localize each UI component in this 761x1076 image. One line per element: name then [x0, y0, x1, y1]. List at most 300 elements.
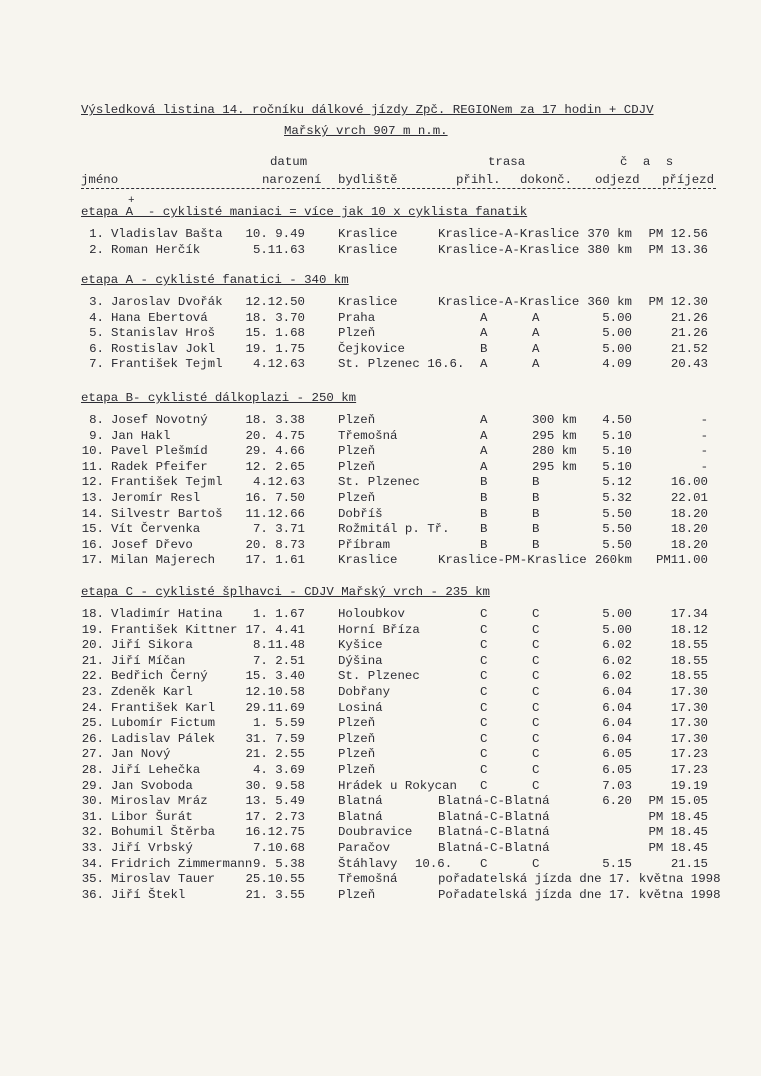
header-narozeni: narození	[262, 173, 322, 187]
row-birthdate: 20. 4.75	[245, 428, 305, 443]
row-number: 5.	[89, 326, 104, 341]
row-departure: 6.04	[602, 700, 632, 715]
row-finish-route: 295 km	[532, 428, 577, 443]
result-row	[0, 888, 761, 903]
row-finish-route: B	[532, 491, 540, 505]
row-arrival: 21.52	[670, 341, 708, 356]
row-departure: 5.10	[602, 428, 632, 443]
row-start-route: A	[480, 459, 488, 474]
row-birthdate: 21. 3.55	[245, 887, 305, 902]
row-residence: Plzeň	[338, 326, 376, 341]
result-row	[0, 413, 761, 428]
row-arrival: 17.23	[670, 747, 708, 762]
row-birthdate: 4. 3.69	[252, 763, 305, 777]
row-departure: 5.00	[602, 622, 632, 637]
row-residence: Plzeň	[338, 887, 376, 902]
row-arrival: 18.20	[670, 506, 708, 521]
row-residence: Dobříš	[338, 506, 383, 521]
row-residence: Plzeň	[338, 731, 376, 746]
row-residence: Příbram	[338, 537, 391, 552]
row-finish-route: 295 km	[532, 459, 577, 474]
header-odjezd: odjezd	[595, 173, 640, 187]
header-trasa: trasa	[488, 155, 526, 169]
row-residence: Hrádek u Rokycan	[338, 778, 457, 793]
row-name: Rostislav Jokl	[111, 341, 216, 356]
row-departure: 6.02	[602, 669, 632, 684]
row-finish-route: C	[532, 778, 540, 793]
row-number: 17.	[81, 553, 104, 568]
row-start-route: C	[480, 669, 488, 684]
row-name: Libor Šurát	[111, 809, 193, 824]
result-row	[0, 475, 761, 490]
row-name: Ladislav Pálek	[111, 731, 216, 746]
row-residence: Dobřany	[338, 685, 391, 699]
row-finish-route: C	[532, 607, 540, 621]
row-number: 7.	[89, 357, 104, 372]
row-birthdate: 17. 1.61	[245, 553, 305, 568]
row-start-route: C	[480, 622, 488, 637]
row-birthdate: 12.12.50	[245, 295, 305, 309]
row-birthdate: 16. 7.50	[245, 491, 305, 505]
row-name: Josef Novotný	[111, 413, 208, 427]
row-birthdate: 1. 1.67	[252, 607, 305, 621]
row-finish-route: C	[532, 653, 540, 668]
row-departure: 5.50	[602, 506, 632, 521]
row-number: 20.	[81, 638, 104, 653]
row-birthdate: 15. 1.68	[245, 326, 305, 341]
row-number: 25.	[81, 716, 104, 731]
row-name: Jan Nový	[111, 747, 171, 762]
row-finish-route: 300 km	[532, 413, 577, 427]
row-birthdate: 30. 9.58	[245, 778, 305, 793]
result-row	[0, 326, 761, 341]
row-number: 6.	[89, 341, 104, 356]
row-departure: 5.00	[602, 341, 632, 356]
row-finish-route: C	[532, 716, 540, 731]
row-departure: 6.20	[602, 794, 632, 809]
row-arrival: PM 13.36	[648, 242, 708, 257]
row-name: Milan Majerech	[111, 553, 216, 568]
row-start-route: A	[480, 428, 488, 443]
row-start-route: A	[480, 444, 488, 459]
row-start-route: C	[480, 747, 488, 762]
result-row	[0, 243, 761, 258]
row-number: 29.	[81, 778, 104, 793]
result-row	[0, 747, 761, 762]
row-departure: 6.02	[602, 653, 632, 668]
row-route: Kraslice-A-Kraslice	[438, 242, 580, 257]
row-arrival: 18.55	[670, 638, 708, 653]
row-departure: 380 km	[587, 242, 632, 257]
row-name: Roman Herčík	[111, 242, 201, 257]
row-birthdate: 16.12.75	[245, 825, 305, 840]
result-row	[0, 779, 761, 794]
row-arrival: PM 18.45	[648, 841, 708, 855]
row-route: Kraslice-PM-Kraslice	[438, 553, 587, 568]
row-note: 10.6.	[415, 856, 453, 871]
row-residence: Kraslice	[338, 227, 398, 241]
row-start-route: B	[480, 506, 488, 521]
row-start-route: C	[480, 778, 488, 793]
row-name: Jiří Lehečka	[111, 763, 201, 777]
row-name: Jan Svoboda	[111, 778, 193, 793]
row-arrival: PM 18.45	[648, 809, 708, 824]
row-name: František Tejml	[111, 475, 223, 490]
result-row	[0, 763, 761, 778]
row-arrival: 17.34	[670, 607, 708, 621]
row-birthdate: 21. 2.55	[245, 747, 305, 762]
row-start-route: C	[480, 638, 488, 653]
row-residence: Kyšice	[338, 638, 383, 653]
row-name: Silvestr Bartoš	[111, 506, 223, 521]
row-finish-route: B	[532, 537, 540, 552]
row-arrival: PM 15.05	[648, 794, 708, 809]
result-row	[0, 357, 761, 372]
row-birthdate: 7.10.68	[252, 841, 305, 855]
row-number: 3.	[89, 295, 104, 309]
row-number: 2.	[89, 242, 104, 257]
row-birthdate: 9. 5.38	[252, 856, 305, 871]
section-title: etapa B- cyklisté dálkoplazi - 250 km	[81, 391, 357, 405]
row-residence: Paračov	[338, 841, 391, 855]
row-arrival: 17.30	[670, 685, 708, 699]
row-arrival: 18.55	[670, 653, 708, 668]
row-number: 23.	[81, 685, 104, 699]
row-residence: Plzeň	[338, 763, 376, 777]
row-finish-route: C	[532, 747, 540, 762]
row-finish-route: B	[532, 522, 540, 537]
row-arrival: -	[700, 459, 708, 474]
row-departure: 6.04	[602, 731, 632, 746]
row-birthdate: 10. 9.49	[245, 227, 305, 241]
row-residence: Třemošná	[338, 428, 398, 443]
row-number: 9.	[89, 428, 104, 443]
row-number: 30.	[81, 794, 104, 809]
row-finish-route: C	[532, 669, 540, 684]
row-number: 10.	[81, 444, 104, 459]
row-number: 4.	[89, 310, 104, 325]
section-title: etapa A - cyklisté fanatici - 340 km	[81, 273, 349, 287]
row-start-route: A	[480, 413, 488, 427]
result-row	[0, 669, 761, 684]
row-departure: 6.04	[602, 685, 632, 699]
row-start-route: C	[480, 763, 488, 777]
row-number: 26.	[81, 731, 104, 746]
row-name: Vladimír Hatina	[111, 607, 223, 621]
row-start-route: C	[480, 607, 488, 621]
row-route: Blatná-C-Blatná	[438, 825, 550, 840]
row-finish-route: C	[532, 763, 540, 777]
row-residence: Kraslice	[338, 553, 398, 568]
row-departure: 6.05	[602, 747, 632, 762]
row-name: Jiří Vrbský	[111, 841, 193, 855]
row-residence: Doubravice	[338, 825, 413, 840]
row-birthdate: 31. 7.59	[245, 731, 305, 746]
result-row	[0, 311, 761, 326]
row-residence: Horní Bříza	[338, 622, 420, 637]
row-departure: 5.00	[602, 607, 632, 621]
result-row	[0, 716, 761, 731]
row-departure: 5.50	[602, 537, 632, 552]
section-title: etapa A - cyklisté maniaci = více jak 10 x cyklista fanatik	[81, 205, 528, 219]
row-birthdate: 13. 5.49	[245, 794, 305, 809]
row-number: 12.	[81, 475, 104, 490]
row-finish-route: C	[532, 856, 540, 871]
row-start-route: B	[480, 491, 488, 505]
row-arrival: 17.23	[670, 763, 708, 777]
row-departure: 6.02	[602, 638, 632, 653]
row-departure: 4.09	[602, 357, 632, 372]
row-departure: 5.15	[602, 856, 632, 871]
row-finish-route: B	[532, 506, 540, 521]
row-name: Zdeněk Karl	[111, 685, 193, 699]
row-start-route: B	[480, 522, 488, 537]
row-number: 13.	[81, 491, 104, 505]
row-residence: Čejkovice	[338, 341, 405, 356]
row-departure: 6.04	[602, 716, 632, 731]
row-start-route: C	[480, 685, 488, 699]
result-row	[0, 685, 761, 700]
row-name: Jiří Sikora	[111, 638, 193, 653]
row-residence: St. Plzenec 16.6.	[338, 357, 465, 372]
row-departure: 260km	[594, 553, 632, 568]
row-residence: Plzeň	[338, 413, 376, 427]
result-row	[0, 810, 761, 825]
row-residence: Blatná	[338, 794, 383, 809]
row-birthdate: 1. 5.59	[252, 716, 305, 731]
row-residence: Třemošná	[338, 872, 398, 887]
row-arrival: 21.15	[670, 856, 708, 871]
row-arrival: -	[700, 413, 708, 427]
row-birthdate: 12.10.58	[245, 685, 305, 699]
result-row	[0, 857, 761, 872]
result-row	[0, 638, 761, 653]
row-number: 16.	[81, 537, 104, 552]
row-departure: 5.12	[602, 475, 632, 490]
row-start-route: C	[480, 856, 488, 871]
result-row	[0, 607, 761, 622]
row-birthdate: 18. 3.38	[245, 413, 305, 427]
row-departure: 5.50	[602, 522, 632, 537]
row-arrival: 17.30	[670, 716, 708, 731]
row-finish-route: C	[532, 700, 540, 715]
row-finish-route: C	[532, 685, 540, 699]
row-number: 21.	[81, 653, 104, 668]
row-route: Blatná-C-Blatná	[438, 841, 550, 855]
row-start-route: B	[480, 475, 488, 490]
row-name: Vladislav Bašta	[111, 227, 223, 241]
row-birthdate: 20. 8.73	[245, 537, 305, 552]
row-name: František Tejml	[111, 357, 223, 372]
row-departure: 5.32	[602, 491, 632, 505]
header-prihl: přihl.	[456, 173, 501, 187]
row-finish-route: A	[532, 326, 540, 341]
result-row	[0, 553, 761, 568]
row-name: Fridrich Zimmermann	[111, 856, 253, 871]
row-number: 28.	[81, 763, 104, 777]
row-arrival: 18.20	[670, 522, 708, 537]
result-row	[0, 732, 761, 747]
row-number: 1.	[89, 227, 104, 241]
result-row	[0, 872, 761, 887]
document-subtitle: Mařský vrch 907 m n.m.	[284, 124, 448, 138]
result-row	[0, 654, 761, 669]
row-route: pořadatelská jízda dne 17. května 1998	[438, 872, 721, 887]
row-name: Jeromír Resl	[111, 491, 201, 505]
row-arrival: 21.26	[670, 310, 708, 325]
result-row	[0, 295, 761, 310]
row-finish-route: 280 km	[532, 444, 577, 459]
row-name: Jiří Míčan	[111, 653, 186, 668]
row-departure: 4.50	[602, 413, 632, 427]
row-finish-route: B	[532, 475, 540, 490]
row-route: Kraslice-A-Kraslice	[438, 295, 580, 309]
section-title: etapa C - cyklisté šplhavci - CDJV Mařský vrch - 235 km	[81, 585, 490, 599]
result-row	[0, 507, 761, 522]
row-arrival: 18.55	[670, 669, 708, 684]
row-start-route: A	[480, 310, 488, 325]
row-residence: Holoubkov	[338, 607, 405, 621]
row-departure: 5.00	[602, 310, 632, 325]
row-residence: Dýšina	[338, 653, 383, 668]
result-row	[0, 342, 761, 357]
row-name: Jaroslav Dvořák	[111, 295, 223, 309]
row-finish-route: C	[532, 638, 540, 653]
row-birthdate: 4.12.63	[252, 357, 305, 372]
result-row	[0, 491, 761, 506]
row-birthdate: 8.11.48	[252, 638, 305, 653]
row-finish-route: C	[532, 622, 540, 637]
row-finish-route: A	[532, 357, 540, 372]
row-number: 34.	[81, 856, 104, 871]
row-number: 32.	[81, 825, 104, 840]
row-arrival: PM11.00	[655, 553, 708, 568]
document-title: Výsledková listina 14. ročníku dálkové jízdy Zpč. REGIONem za 17 hodin + CDJV	[81, 103, 654, 117]
row-name: Pavel Plešmíd	[111, 444, 208, 459]
row-arrival: 18.12	[670, 622, 708, 637]
row-birthdate: 15. 3.40	[245, 669, 305, 684]
row-finish-route: A	[532, 341, 540, 356]
row-start-route: C	[480, 716, 488, 731]
row-name: Lubomír Fictum	[111, 716, 216, 731]
row-residence: Losiná	[338, 700, 383, 715]
row-departure: 5.00	[602, 326, 632, 341]
row-route: Blatná-C-Blatná	[438, 794, 550, 809]
row-name: Jiří Štekl	[111, 887, 186, 902]
row-departure: 5.10	[602, 444, 632, 459]
row-arrival: 17.30	[670, 700, 708, 715]
row-number: 14.	[81, 506, 104, 521]
row-arrival: 19.19	[670, 778, 708, 793]
row-name: Stanislav Hroš	[111, 326, 216, 341]
row-start-route: C	[480, 653, 488, 668]
row-residence: Plzeň	[338, 747, 376, 762]
header-datum: datum	[270, 155, 308, 169]
row-residence: Rožmitál p. Tř.	[338, 522, 450, 537]
row-residence: Kraslice	[338, 242, 398, 257]
result-row	[0, 444, 761, 459]
row-birthdate: 11.12.66	[245, 506, 305, 521]
row-name: Miroslav Tauer	[111, 872, 216, 887]
row-residence: Praha	[338, 310, 376, 325]
row-arrival: -	[700, 428, 708, 443]
row-birthdate: 18. 3.70	[245, 310, 305, 325]
row-arrival: 18.20	[670, 537, 708, 552]
row-name: Miroslav Mráz	[111, 794, 208, 809]
row-arrival: 20.43	[670, 357, 708, 372]
row-start-route: B	[480, 341, 488, 356]
row-name: Bedřich Černý	[111, 669, 208, 684]
row-birthdate: 29. 4.66	[245, 444, 305, 459]
row-number: 35.	[81, 872, 104, 887]
result-row	[0, 841, 761, 856]
result-row	[0, 429, 761, 444]
row-start-route: C	[480, 700, 488, 715]
row-departure: 360 km	[587, 295, 632, 309]
row-arrival: -	[700, 444, 708, 459]
row-arrival: 17.30	[670, 731, 708, 746]
row-number: 31.	[81, 809, 104, 824]
row-finish-route: A	[532, 310, 540, 325]
row-residence: Plzeň	[338, 459, 376, 474]
row-residence: Štáhlavy	[338, 856, 398, 871]
row-residence: Plzeň	[338, 491, 376, 505]
header-jmeno: jméno	[81, 173, 119, 187]
row-number: 15.	[81, 522, 104, 537]
header-divider	[81, 188, 716, 189]
row-birthdate: 19. 1.75	[245, 341, 305, 356]
row-birthdate: 17. 2.73	[245, 809, 305, 824]
header-dokonc: dokonč.	[520, 173, 573, 187]
result-row	[0, 623, 761, 638]
result-row	[0, 825, 761, 840]
row-residence: Plzeň	[338, 444, 376, 459]
row-arrival: 21.26	[670, 326, 708, 341]
row-residence: Kraslice	[338, 295, 398, 309]
row-route: Kraslice-A-Kraslice	[438, 227, 580, 241]
row-departure: 370 km	[587, 227, 632, 241]
header-prijezd: příjezd	[662, 173, 715, 187]
row-birthdate: 25.10.55	[245, 872, 305, 887]
row-start-route: B	[480, 537, 488, 552]
row-name: Radek Pfeifer	[111, 459, 208, 474]
result-row	[0, 522, 761, 537]
section-plus-mark: +	[128, 195, 135, 207]
row-number: 22.	[81, 669, 104, 684]
row-name: Jan Hakl	[111, 428, 171, 443]
row-residence: Plzeň	[338, 716, 376, 731]
row-departure: 5.10	[602, 459, 632, 474]
row-finish-route: C	[532, 731, 540, 746]
row-name: Josef Dřevo	[111, 537, 193, 552]
row-departure: 6.05	[602, 763, 632, 777]
row-birthdate: 29.11.69	[245, 700, 305, 715]
row-residence: Blatná	[338, 809, 383, 824]
header-bydliste: bydliště	[338, 173, 398, 187]
result-row	[0, 538, 761, 553]
row-birthdate: 7. 2.51	[252, 653, 305, 668]
row-birthdate: 4.12.63	[252, 475, 305, 490]
row-birthdate: 12. 2.65	[245, 459, 305, 474]
row-name: Hana Ebertová	[111, 310, 208, 325]
result-row	[0, 460, 761, 475]
row-arrival: PM 18.45	[648, 825, 708, 840]
row-birthdate: 5.11.63	[252, 242, 305, 257]
row-birthdate: 17. 4.41	[245, 622, 305, 637]
row-birthdate: 7. 3.71	[252, 522, 305, 537]
row-number: 27.	[81, 747, 104, 762]
row-start-route: A	[480, 326, 488, 341]
